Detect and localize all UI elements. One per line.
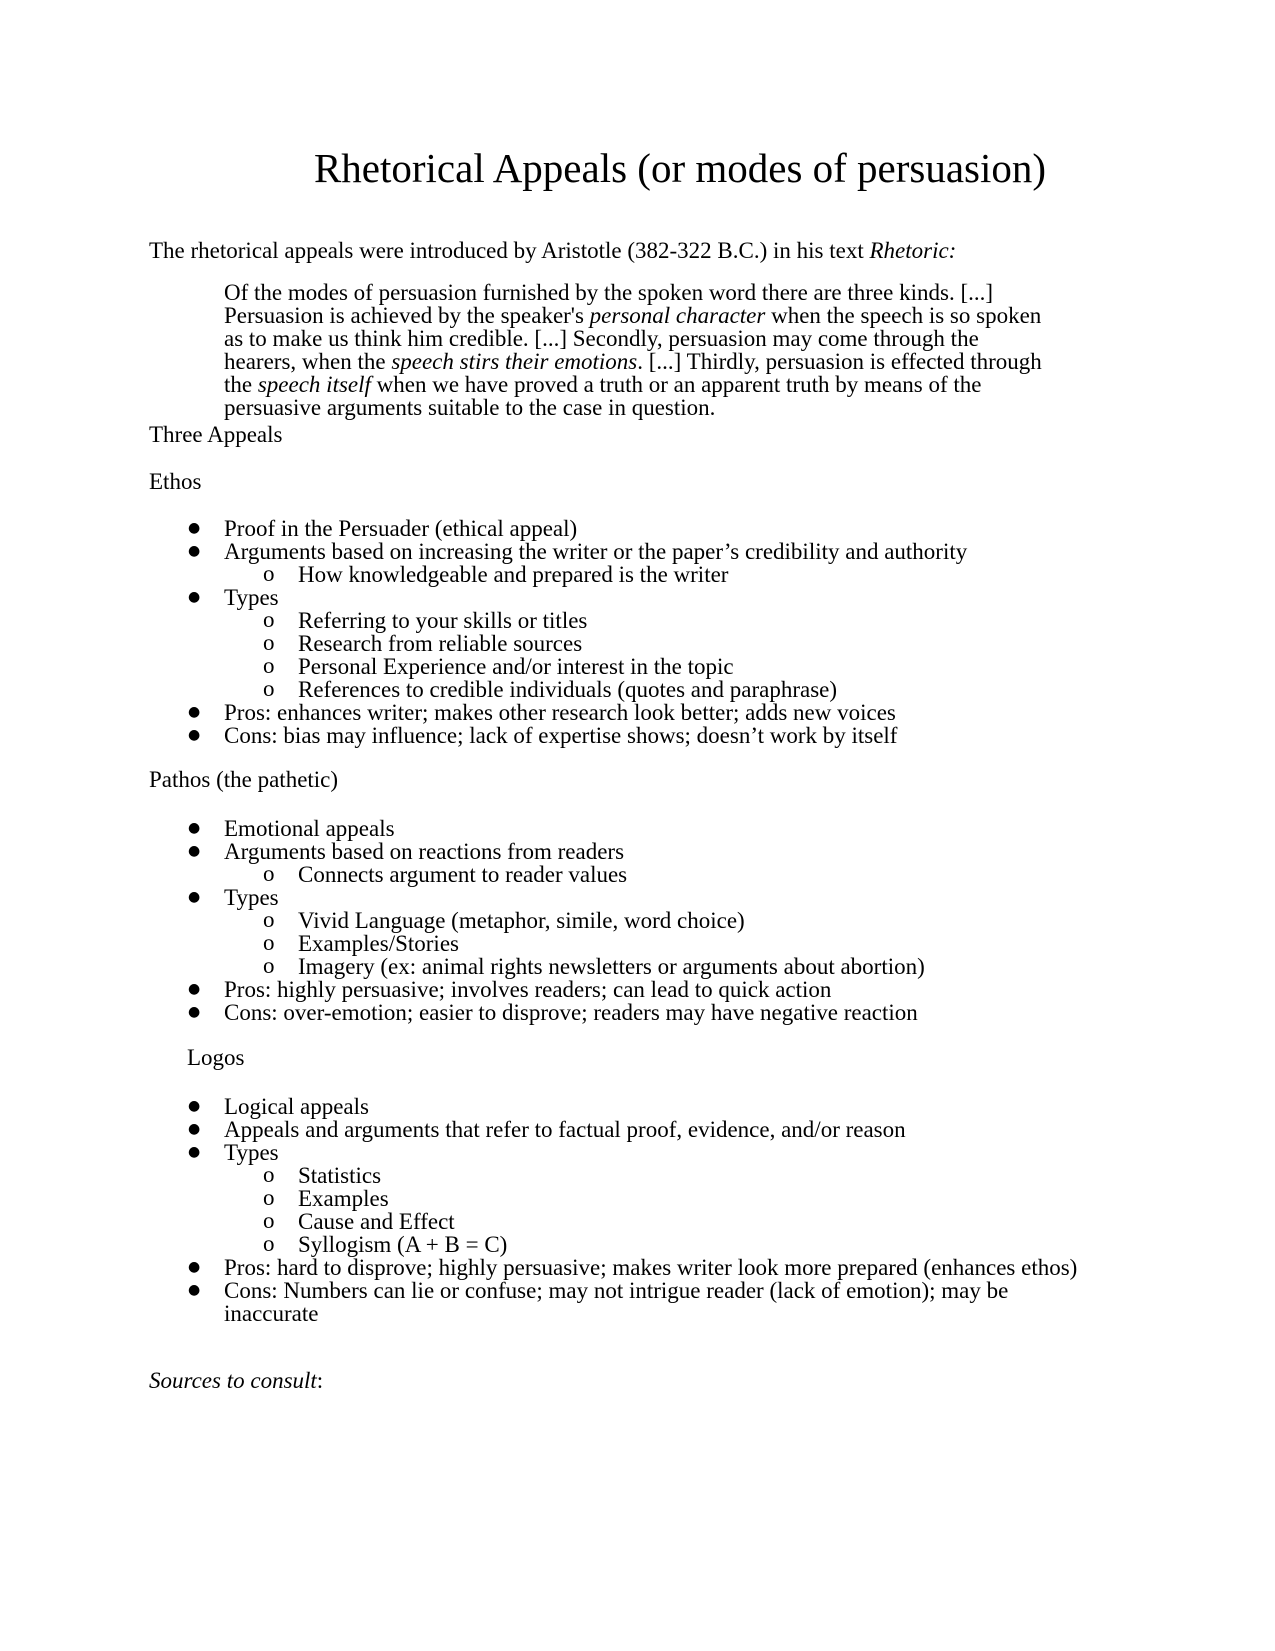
list-item: ● Logical appeals [188,1094,369,1119]
sub-list-item: o Vivid Language (metaphor, simile, word choice) [263,907,745,933]
bullet-icon: ● [188,1098,201,1114]
bullet-icon: ● [188,889,201,905]
three-appeals-heading: Three Appeals [149,422,283,447]
sub-bullet-icon: o [263,676,275,701]
sub-list-item: o Imagery (ex: animal rights newsletters or arguments about abortion) [263,953,925,979]
quote-line: Of the modes of persuasion furnished by the spoken word there are three kinds. [...] [224,280,994,305]
sub-list-item: o Referring to your skills or titles [263,607,588,633]
list-item: ● Cons: bias may influence; lack of expertise shows; doesn’t work by itself [188,723,898,748]
quote-line: the speech itself when we have proved a truth or an apparent truth by means of the [224,372,982,397]
sources-heading: Sources to consult: [149,1368,324,1393]
quote-line: hearers, when the speech stirs their emotions. [...] Thirdly, persuasion is effected through [224,349,1042,374]
list-item: ● Cons: Numbers can lie or confuse; may not intrigue reader (lack of emotion); may be inaccurate [188,1278,1009,1326]
bullet-icon: ● [188,1282,201,1298]
sub-bullet-icon: o [263,907,275,932]
intro-italic: Rhetoric: [869,238,957,263]
intro-text: The rhetorical appeals were introduced by Aristotle (382-322 B.C.) in his text [149,238,870,263]
aristotle-quote [224,281,1124,419]
bullet-icon: ● [188,1004,201,1020]
list-item: ● Proof in the Persuader (ethical appeal) [188,516,578,541]
list-item: ● Pros: highly persuasive; involves readers; can lead to quick action [188,977,832,1002]
sub-bullet-icon: o [263,607,275,632]
sub-list-item: o Research from reliable sources [263,630,583,656]
sub-bullet-icon: o [263,1162,275,1187]
bullet-icon: ● [188,727,201,743]
list-item: ● Types o Referring to your skills or titles o Research from reliable sources o Personal Experience and/or interest in the topic o References to credible individuals (quotes and paraphrase) [0,586,967,701]
bullet-icon: ● [188,589,201,605]
sub-bullet-icon: o [263,1208,275,1233]
sub-bullet-icon: o [263,1185,275,1210]
sub-bullet-icon: o [263,953,275,978]
bullet-icon: ● [188,843,201,859]
bullet-icon: ● [188,820,201,836]
list-item: ● Appeals and arguments that refer to factual proof, evidence, and/or reason [188,1117,906,1142]
sub-list-item: o Examples/Stories [263,930,459,956]
bullet-icon: ● [188,1259,201,1275]
pathos-list [0,817,925,1024]
list-item: ● Pros: hard to disprove; highly persuasive; makes writer look more prepared (enhances ethos) [188,1255,1078,1280]
list-item: ● Pros: enhances writer; makes other research look better; adds new voices [188,700,896,725]
sub-bullet-icon: o [263,653,275,678]
sub-bullet-icon: o [263,1231,275,1256]
bullet-icon: ● [188,520,201,536]
quote-line: as to make us think him credible. [...] Secondly, persuasion may come through the [224,326,979,351]
sub-list-item: o Cause and Effect [263,1208,455,1234]
sub-list-item: o How knowledgeable and prepared is the writer [263,561,729,587]
list-item: ● Types o Statistics o Examples o Cause and Effect o Syllogism (A + B = C) [0,1141,1104,1256]
pathos-heading: Pathos (the pathetic) [149,767,339,792]
bullet-icon: ● [188,981,201,997]
page-title: Rhetorical Appeals (or modes of persuasion) [313,145,1047,191]
list-item: ● Cons: over-emotion; easier to disprove; readers may have negative reaction [188,1000,918,1025]
logos-heading: Logos [187,1045,245,1070]
sub-list-item: o Statistics [263,1162,382,1188]
bullet-icon: ● [188,543,201,559]
list-item: ● Types o Vivid Language (metaphor, simile, word choice) o Examples/Stories o Imagery (ex: animal rights newsletters or arguments about abortion) [188,885,925,979]
intro-paragraph [149,239,956,262]
sub-list-item: o Connects argument to reader values [263,861,628,887]
sub-list-item: o Syllogism (A + B = C) [263,1231,508,1257]
quote-line: Persuasion is achieved by the speaker's personal character when the speech is so spoken [224,303,1042,328]
sub-list-item: o Personal Experience and/or interest in the topic [263,653,734,679]
bullet-icon: ● [188,704,201,720]
sub-list-item: o Examples [263,1185,389,1211]
sub-bullet-icon: o [263,861,275,886]
logos-list [0,1095,1104,1325]
sub-bullet-icon: o [263,930,275,955]
ethos-list [0,517,967,747]
ethos-heading: Ethos [149,469,202,494]
bullet-icon: ● [188,1121,201,1137]
list-item: ● Emotional appeals [188,816,395,841]
quote-line: persuasive arguments suitable to the case in question. [224,395,716,420]
sub-bullet-icon: o [263,561,275,586]
sub-bullet-icon: o [263,630,275,655]
list-item: ● Arguments based on increasing the writer or the paper’s credibility and authority o How knowledgeable and prepared is the writer [188,539,968,587]
sub-list-item: o References to credible individuals (quotes and paraphrase) [263,676,838,702]
list-item: ● Arguments based on reactions from readers o Connects argument to reader values [0,840,925,886]
bullet-icon: ● [188,1144,201,1160]
